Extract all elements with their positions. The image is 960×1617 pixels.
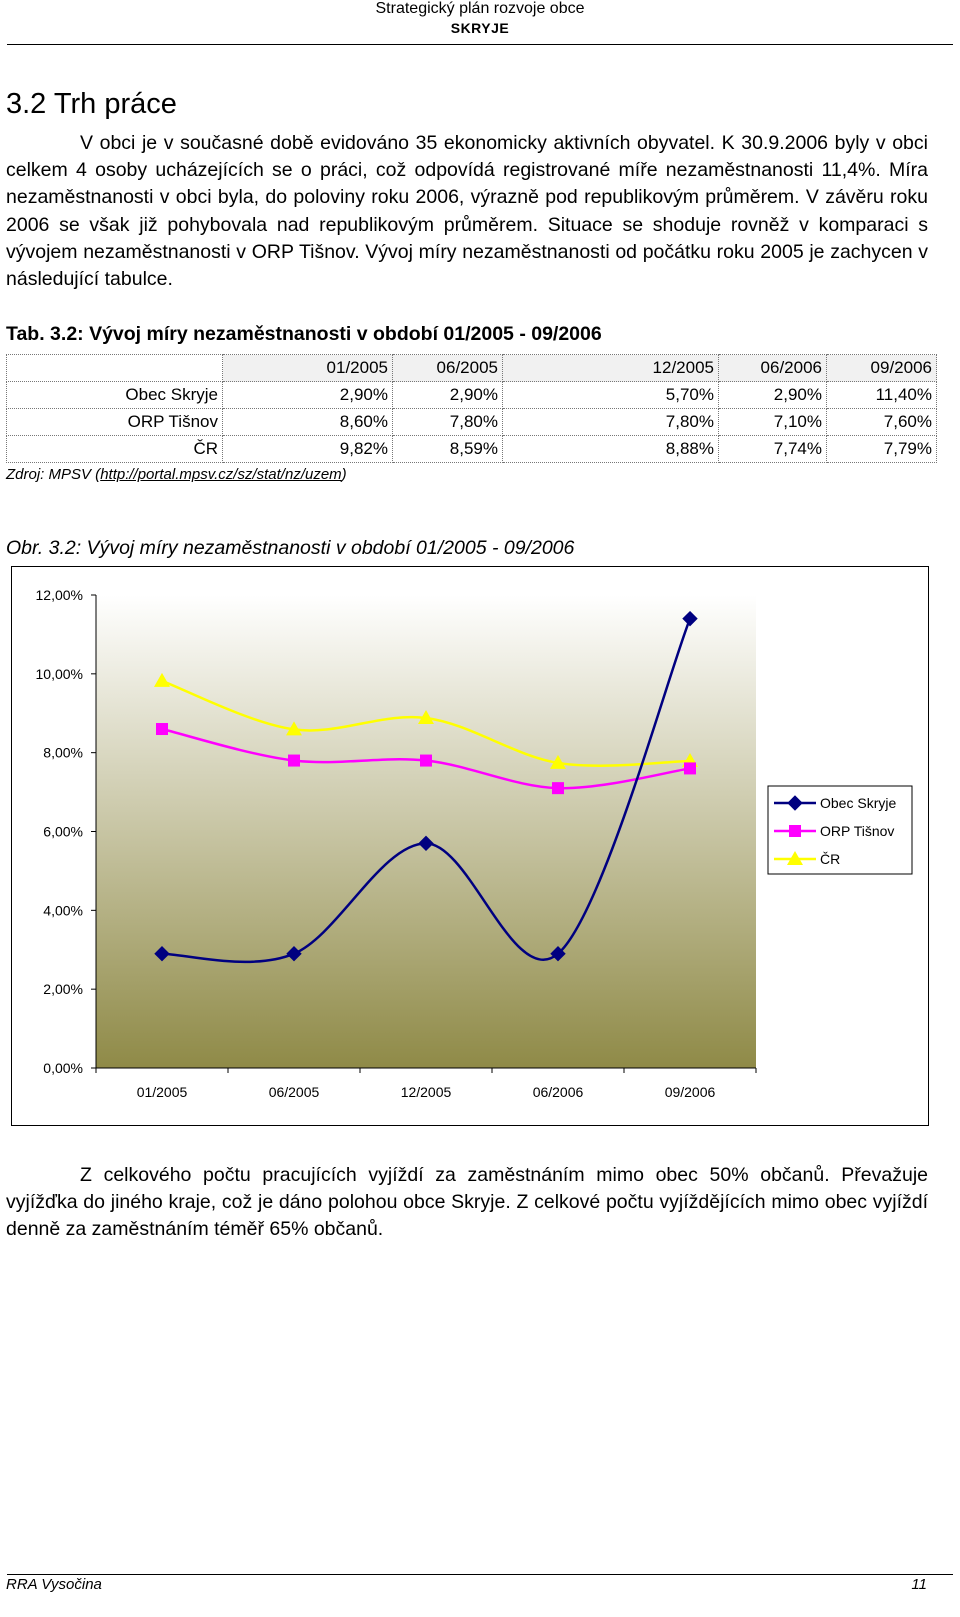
data-point — [684, 762, 696, 774]
table-cell: 7,80% — [393, 409, 503, 436]
x-tick-label: 01/2005 — [136, 1084, 188, 1100]
page-number: 11 — [911, 1576, 927, 1593]
data-point — [288, 755, 300, 767]
row-label: ČR — [7, 436, 223, 463]
table-header-cell: 01/2005 — [223, 355, 393, 382]
y-tick-label: 8,00% — [43, 744, 83, 761]
paragraph-intro-text: V obci je v současné době evidováno 35 ekonomicky aktivních obyvatel. K 30.9.2006 byly v obci celkem 4 osoby ucházejících se o práci, což odpovídá registrované míře nezaměstnanosti 11,4%. Míra nezaměstnanosti v obci byla, do poloviny roku 2006, výrazně pod republikovým průměrem. V závěru roku 2006 se však již pohybovala nad republikovým průměrem. Situace se shoduje rovněž v komparaci s vývojem nezaměstnanosti v ORP Tišnov. Vývoj míry nezaměstnanosti od počátku roku 2005 je zachycen v následující tabulce. — [6, 132, 928, 291]
x-tick-label: 12/2005 — [400, 1084, 452, 1100]
y-tick-label: 4,00% — [43, 902, 83, 919]
source-prefix: Zdroj: MPSV ( — [6, 466, 101, 483]
table-cell: 7,80% — [503, 409, 719, 436]
y-tick-label: 12,00% — [35, 587, 83, 603]
document-subtitle: SKRYJE — [450, 20, 510, 36]
page-header — [0, 0, 960, 45]
source-suffix: ) — [341, 466, 347, 483]
table-header-cell: 06/2006 — [719, 355, 827, 382]
table-cell: 2,90% — [719, 382, 827, 409]
table-header-row — [7, 355, 937, 382]
y-tick-label: 6,00% — [43, 823, 83, 840]
footer-organization: RRA Vysočina — [6, 1576, 102, 1593]
figure-caption: Obr. 3.2: Vývoj míry nezaměstnanosti v období 01/2005 - 09/2006 — [6, 537, 575, 559]
legend-label: ORP Tišnov — [820, 823, 895, 839]
data-point — [552, 782, 564, 794]
legend-marker — [789, 825, 801, 837]
table-cell: 7,74% — [719, 436, 827, 463]
unemployment-chart — [11, 566, 929, 1126]
table-cell: 7,60% — [827, 409, 937, 436]
y-tick-label: 0,00% — [43, 1060, 83, 1076]
source-link[interactable]: http://portal.mpsv.cz/sz/stat/nz/uzem — [100, 466, 342, 483]
row-label: ORP Tišnov — [7, 409, 223, 436]
document-title: Strategický plán rozvoje obce — [375, 0, 585, 17]
table-row — [7, 436, 937, 463]
section-title: 3.2 Trh práce — [6, 88, 177, 120]
table-header-cell: 09/2006 — [827, 355, 937, 382]
row-label: Obec Skryje — [7, 382, 223, 409]
table-cell: 2,90% — [393, 382, 503, 409]
table-cell: 8,59% — [393, 436, 503, 463]
table-cell: 2,90% — [223, 382, 393, 409]
y-tick-label: 10,00% — [35, 665, 83, 682]
footer-rule — [7, 1574, 953, 1575]
unemployment-table — [6, 354, 937, 463]
paragraph-intro — [6, 130, 928, 293]
table-cell: 8,88% — [503, 436, 719, 463]
x-tick-label: 06/2005 — [268, 1084, 320, 1100]
chart-container — [11, 566, 929, 1126]
table-corner — [7, 355, 223, 382]
table-source — [6, 466, 347, 483]
table-cell: 7,10% — [719, 409, 827, 436]
table-caption: Tab. 3.2: Vývoj míry nezaměstnanosti v období 01/2005 - 09/2006 — [6, 323, 602, 345]
y-tick-label: 2,00% — [43, 981, 83, 998]
table-header-cell: 12/2005 — [503, 355, 719, 382]
legend-label: ČR — [820, 851, 841, 867]
plot-area — [96, 595, 756, 1068]
table-header-cell: 06/2005 — [393, 355, 503, 382]
table-cell: 9,82% — [223, 436, 393, 463]
x-tick-label: 09/2006 — [664, 1084, 716, 1100]
table-cell: 5,70% — [503, 382, 719, 409]
legend-label: Obec Skryje — [820, 795, 897, 811]
paragraph-commute-text: Z celkového počtu pracujících vyjíždí za zaměstnáním mimo obec 50% občanů. Převažuje vyjížďka do jiného kraje, což je dáno polohou obce Skryje. Z celkové počtu vyjíždějících mimo obec vyjíždí denně za zaměstnáním téměř 65% občanů. — [6, 1164, 928, 1241]
table-row — [7, 382, 937, 409]
table-row — [7, 409, 937, 436]
paragraph-commute — [6, 1162, 928, 1244]
table-cell: 11,40% — [827, 382, 937, 409]
data-point — [420, 755, 432, 767]
header-rule — [7, 44, 953, 45]
table-cell: 8,60% — [223, 409, 393, 436]
table-cell: 7,79% — [827, 436, 937, 463]
x-tick-label: 06/2006 — [532, 1084, 584, 1100]
data-point — [156, 723, 168, 735]
